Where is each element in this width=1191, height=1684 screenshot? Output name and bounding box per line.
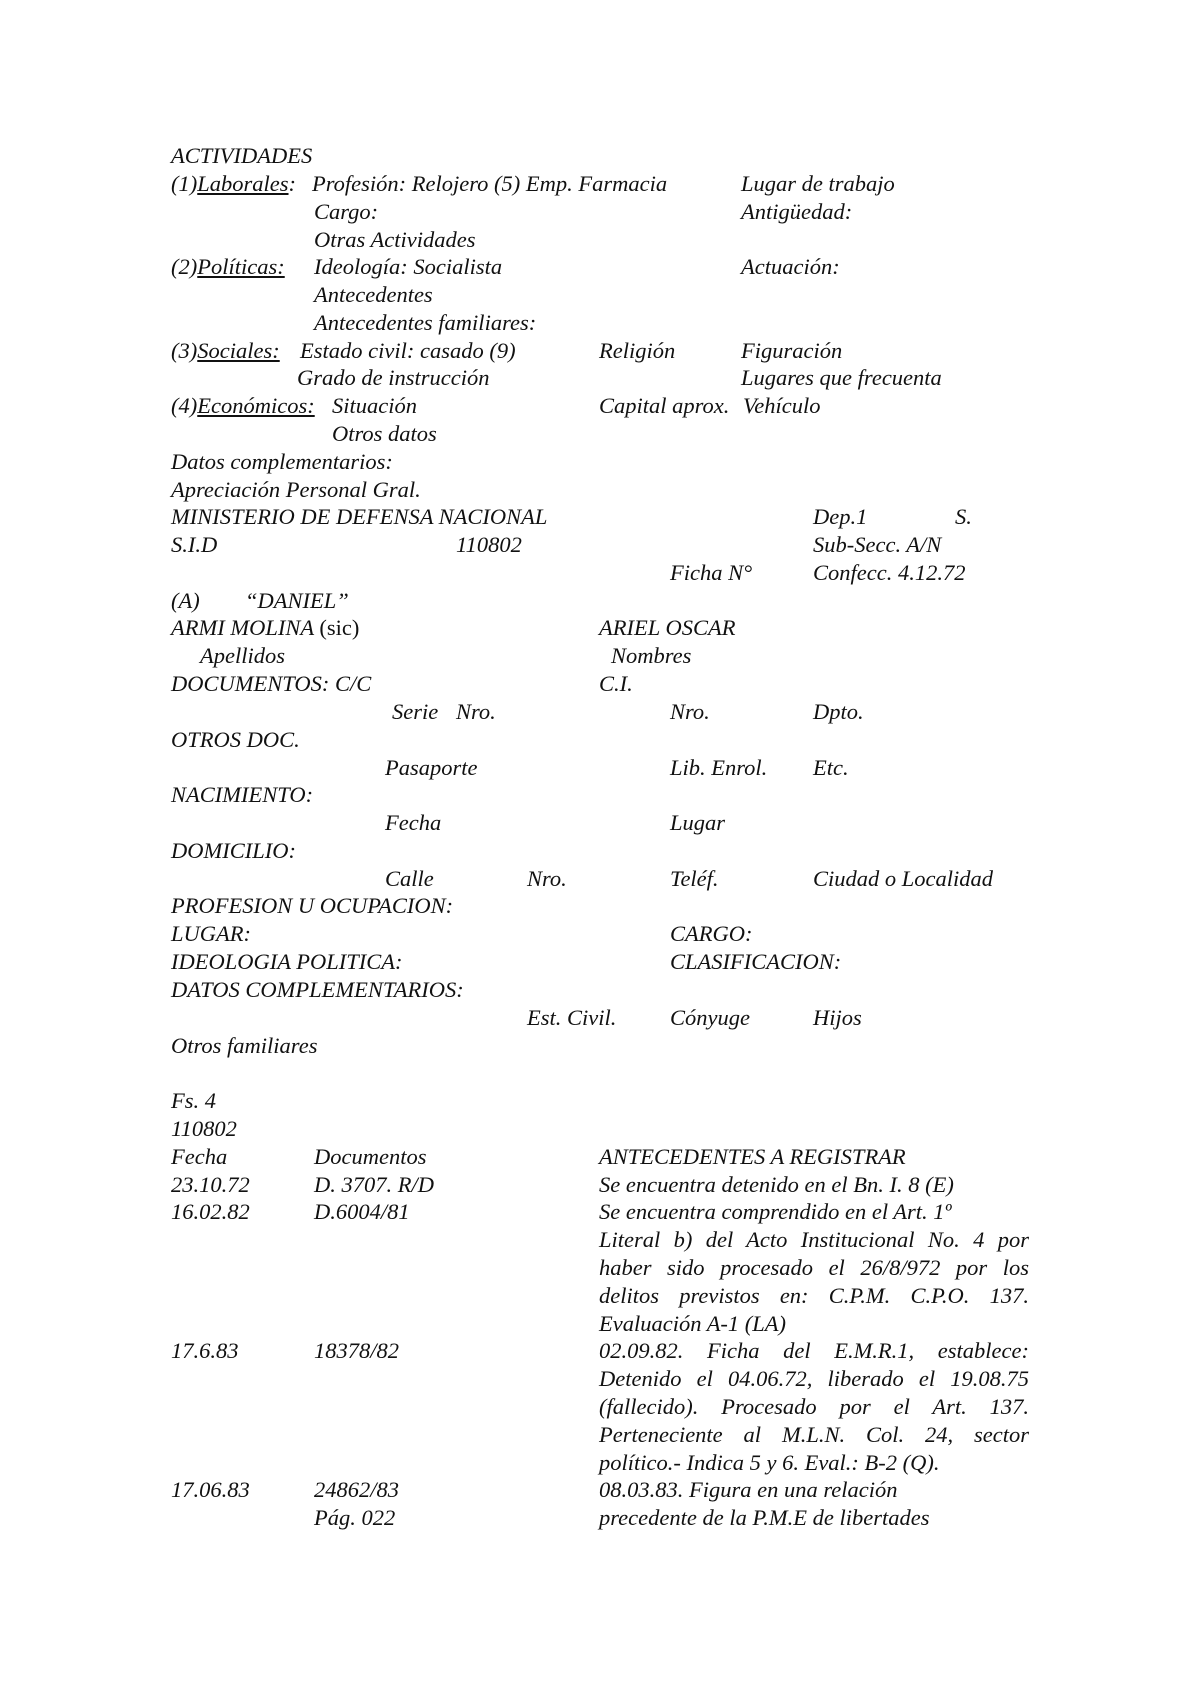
antecedentes-field: Antecedentes [314,282,433,307]
apellidos-label: Apellidos [200,643,285,668]
datos-complementarios-label: DATOS COMPLEMENTARIOS: [171,977,464,1002]
calle-label: Calle [385,866,434,891]
row3-line4: Perteneciente al M.L.N. Col. 24, sector [599,1422,1029,1447]
hijos-label: Hijos [813,1005,862,1030]
subsecc-label: Sub-Secc. A/N [813,532,942,557]
row2-line3: haber sido procesado el 26/8/972 por los [599,1255,1029,1280]
otras-actividades-field: Otras Actividades [314,227,476,252]
fecha-nac-label: Fecha [385,810,442,835]
cargo-label: CARGO: [670,921,753,946]
pasaporte-label: Pasaporte [385,755,478,780]
clasificacion-label: CLASIFICACION: [670,949,842,974]
profesion-label: PROFESION U OCUPACION: [171,893,454,918]
ficha-number: 110802 [456,532,522,557]
apellidos-value: ARMI MOLINA (sic) [171,615,360,640]
otros-doc-label: OTROS DOC. [171,727,300,752]
row3-line5: político.- Indica 5 y 6. Eval.: B-2 (Q). [599,1450,940,1475]
antiguedad-field: Antigüedad: [741,199,853,224]
row1-line1: Se encuentra detenido en el Bn. I. 8 (E) [599,1172,954,1197]
col-antecedentes-header: ANTECEDENTES A REGISTRAR [599,1144,906,1169]
serie-label: Serie [392,699,439,724]
estado-civil-field: Estado civil: casado (9) [300,338,516,363]
row2-fecha: 16.02.82 [171,1199,250,1224]
col-documentos-header: Documentos [314,1144,427,1169]
situacion-field: Situación [332,393,417,418]
row4-line2: precedente de la P.M.E de libertades [599,1505,930,1530]
ministerio-heading: MINISTERIO DE DEFENSA NACIONAL [171,504,548,529]
grado-instruccion-field: Grado de instrucción [297,365,490,390]
actuacion-field: Actuación: [741,254,840,279]
ciudad-label: Ciudad o Localidad [813,866,994,891]
lugar-nac-label: Lugar [670,810,726,835]
lugar-trabajo-field: Lugar de trabajo [741,171,895,196]
fs-label: Fs. 4 [171,1088,216,1113]
apreciacion-personal: Apreciación Personal Gral. [171,477,421,502]
sociales-heading: (3)Sociales: [171,338,280,363]
confecc-label: Confecc. 4.12.72 [813,560,966,585]
cargo-field: Cargo: [314,199,379,224]
ci-label: C.I. [599,671,633,696]
row2-line4: delitos previstos en: C.P.M. C.P.O. 137. [599,1283,1029,1308]
actividades-title: ACTIVIDADES [171,143,313,168]
dpto-label: Dpto. [813,699,864,724]
nro-ci-label: Nro. [670,699,710,724]
row3-line1: 02.09.82. Ficha del E.M.R.1, establece: [599,1338,1029,1363]
nombres-label: Nombres [611,643,692,668]
nacimiento-label: NACIMIENTO: [171,782,314,807]
politicas-heading: (2)Políticas: [171,254,285,279]
antecedentes-familiares-field: Antecedentes familiares: [314,310,537,335]
otros-familiares-label: Otros familiares [171,1033,318,1058]
conyuge-label: Cónyuge [670,1005,750,1030]
ideologia-field: Ideología: Socialista [314,254,503,279]
est-civil-label: Est. Civil. [527,1005,617,1030]
nro-domicilio-label: Nro. [527,866,567,891]
vehiculo-field: Vehículo [743,393,821,418]
nombres-value: ARIEL OSCAR [599,615,736,640]
etc-label: Etc. [813,755,849,780]
ficha-no-label: Ficha N° [670,560,753,585]
alias-tag: (A) [171,588,200,613]
lib-enrol-label: Lib. Enrol. [670,755,768,780]
row3-fecha: 17.6.83 [171,1338,239,1363]
capital-field: Capital aprox. [599,393,730,418]
laborales-heading: (1)Laborales: [171,171,297,196]
row1-fecha: 23.10.72 [171,1172,250,1197]
row4-documento: 24862/83 [314,1477,400,1502]
religion-field: Religión [599,338,676,363]
row4-fecha: 17.06.83 [171,1477,250,1502]
lugares-frecuenta-field: Lugares que frecuenta [741,365,942,390]
figuracion-field: Figuración [741,338,843,363]
alias-value: “DANIEL” [245,588,349,613]
telef-label: Teléf. [670,866,719,891]
row4-pagina: Pág. 022 [314,1505,396,1530]
otros-datos-field: Otros datos [332,421,437,446]
row2-line5: Evaluación A-1 (LA) [599,1311,787,1336]
ideologia-label: IDEOLOGIA POLITICA: [171,949,403,974]
col-fecha-header: Fecha [171,1144,228,1169]
row1-documento: D. 3707. R/D [314,1172,434,1197]
row4-line1: 08.03.83. Figura en una relación [599,1477,898,1502]
row2-documento: D.6004/81 [314,1199,410,1224]
row3-line3: (fallecido). Procesado por el Art. 137. [599,1394,1029,1419]
domicilio-label: DOMICILIO: [171,838,296,863]
row2-line1: Se encuentra comprendido en el Art. 1º [599,1199,952,1224]
registro-number: 110802 [171,1116,237,1141]
nro-label: Nro. [456,699,496,724]
datos-complementarios: Datos complementarios: [171,449,393,474]
row2-line2: Literal b) del Acto Institucional No. 4 por [599,1227,1029,1252]
s-label: S. [955,504,972,529]
profesion-field: Profesión: Relojero (5) Emp. Farmacia [312,171,668,196]
row3-documento: 18378/82 [314,1338,400,1363]
dep-label: Dep.1 [813,504,868,529]
economicos-heading: (4)Económicos: [171,393,315,418]
lugar-label: LUGAR: [171,921,251,946]
documentos-label: DOCUMENTOS: C/C [171,671,372,696]
row3-line2: Detenido el 04.06.72, liberado el 19.08.75 [599,1366,1029,1391]
sid-label: S.I.D [171,532,218,557]
